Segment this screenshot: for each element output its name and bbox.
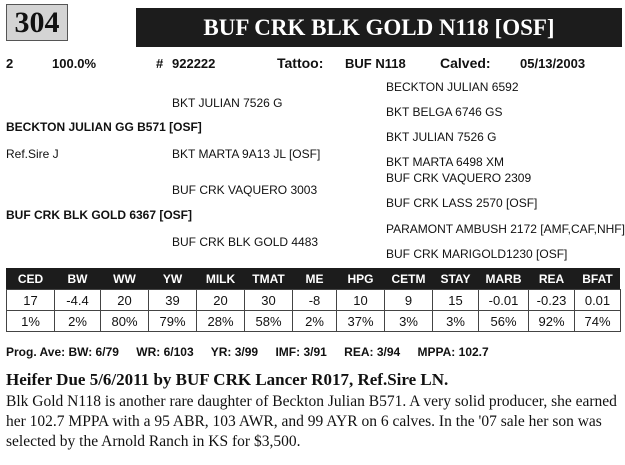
count: 2: [6, 56, 14, 71]
epd-value-cell: 9: [385, 290, 433, 311]
epd-header-cell: YW: [162, 271, 183, 286]
epd-percentile-row: [7, 311, 621, 332]
pedigree-sss: BECKTON JULIAN 6592: [386, 80, 519, 94]
pedigree-sire: BECKTON JULIAN GG B571 [OSF]: [6, 120, 202, 134]
epd-header-row: [7, 268, 621, 290]
pedigree-dsd: BUF CRK LASS 2570 [OSF]: [386, 196, 538, 210]
progeny-wr: WR: 6/103: [136, 345, 194, 359]
pedigree-dam-sire: BUF CRK VAQUERO 3003: [172, 183, 318, 197]
epd-percentile-cell: 2%: [55, 311, 101, 332]
pedigree-dds: PARAMONT AMBUSH 2172 [AMF,CAF,NHF]: [386, 222, 625, 236]
epd-value-cell: 15: [433, 290, 479, 311]
epd-header-cell: TMAT: [252, 271, 285, 286]
progeny-averages: [6, 345, 503, 359]
epd-value-cell: 39: [149, 290, 197, 311]
pedigree-ddd: BUF CRK MARIGOLD1230 [OSF]: [386, 247, 568, 261]
epd-value-cell: -4.4: [55, 290, 101, 311]
epd-header-cell: BW: [67, 271, 88, 286]
epd-header-cell: MILK: [205, 271, 236, 286]
epd-percentile-cell: 3%: [433, 311, 479, 332]
epd-header-cell: REA: [538, 271, 565, 286]
tattoo-value: BUF N118: [345, 56, 406, 71]
tattoo-label: Tattoo:: [277, 55, 324, 71]
description-paragraph: Blk Gold N118 is another rare daughter of Beckton Julian B571. A very solid producer, she earned her 102.7 MPPA with a 95 ABR, 103 AWR, and 99 AYR on 6 calves. In the '07 sale her son was selected by the Arnold Ranch in KS for $3,500.: [6, 393, 617, 450]
epd-value-cell: 20: [101, 290, 149, 311]
heifer-due-heading: Heifer Due 5/6/2011 by BUF CRK Lancer R017, Ref.Sire LN.: [6, 370, 449, 389]
epd-header-cell: WW: [113, 271, 136, 286]
pedigree-dam: BUF CRK BLK GOLD 6367 [OSF]: [6, 208, 193, 222]
percent: 100.0%: [52, 56, 97, 71]
reg-number: 922222: [172, 56, 216, 71]
animal-name: BUF CRK BLK GOLD N118 [OSF]: [203, 15, 555, 40]
epd-percentile-cell: 58%: [245, 311, 293, 332]
pedigree-dss: BUF CRK VAQUERO 2309: [386, 171, 532, 185]
epd-header-cell: BFAT: [582, 271, 613, 286]
epd-value-cell: 17: [7, 290, 55, 311]
epd-values-row: [7, 290, 621, 311]
pedigree-dam-dam: BUF CRK BLK GOLD 4483: [172, 235, 319, 249]
epd-percentile-cell: 80%: [101, 311, 149, 332]
epd-percentile-cell: 37%: [337, 311, 385, 332]
lot-number: 304: [14, 6, 60, 39]
epd-value-cell: 20: [197, 290, 245, 311]
epd-percentile-cell: 74%: [575, 311, 621, 332]
epd-value-cell: -0.23: [529, 290, 575, 311]
pedigree-sds: BKT JULIAN 7526 G: [386, 130, 497, 144]
epd-table: [6, 268, 621, 332]
progeny-imf: IMF: 3/91: [275, 345, 327, 359]
epd-header-cell: CED: [17, 271, 44, 286]
pedigree-sire-sire: BKT JULIAN 7526 G: [172, 96, 283, 110]
epd-percentile-cell: 3%: [385, 311, 433, 332]
epd-value-cell: -8: [293, 290, 337, 311]
progeny-rea: REA: 3/94: [344, 345, 401, 359]
epd-header-cell: CETM: [391, 271, 426, 286]
progeny-mppa: MPPA: 102.7: [417, 345, 489, 359]
progeny-bw: Prog. Ave: BW: 6/79: [6, 345, 119, 359]
pedigree-sire-dam: BKT MARTA 9A13 JL [OSF]: [172, 147, 321, 161]
reg-label: #: [156, 56, 164, 71]
epd-header-cell: ME: [305, 271, 324, 286]
epd-header-cell: HPG: [347, 271, 374, 286]
epd-header-cell: MARB: [485, 271, 522, 286]
epd-percentile-cell: 56%: [479, 311, 529, 332]
epd-value-cell: 30: [245, 290, 293, 311]
pedigree-sdd: BKT MARTA 6498 XM: [386, 155, 505, 169]
epd-value-cell: 0.01: [575, 290, 621, 311]
ref-sire: Ref.Sire J: [6, 147, 59, 161]
epd-percentile-cell: 28%: [197, 311, 245, 332]
epd-percentile-cell: 2%: [293, 311, 337, 332]
progeny-yr: YR: 3/99: [210, 345, 259, 359]
epd-value-cell: 10: [337, 290, 385, 311]
epd-header-cell: STAY: [440, 271, 471, 286]
epd-percentile-cell: 1%: [7, 311, 55, 332]
pedigree-ssd: BKT BELGA 6746 GS: [386, 105, 503, 119]
epd-value-cell: -0.01: [479, 290, 529, 311]
calved-value: 05/13/2003: [520, 56, 586, 71]
calved-label: Calved:: [440, 55, 491, 71]
epd-percentile-cell: 79%: [149, 311, 197, 332]
epd-percentile-cell: 92%: [529, 311, 575, 332]
